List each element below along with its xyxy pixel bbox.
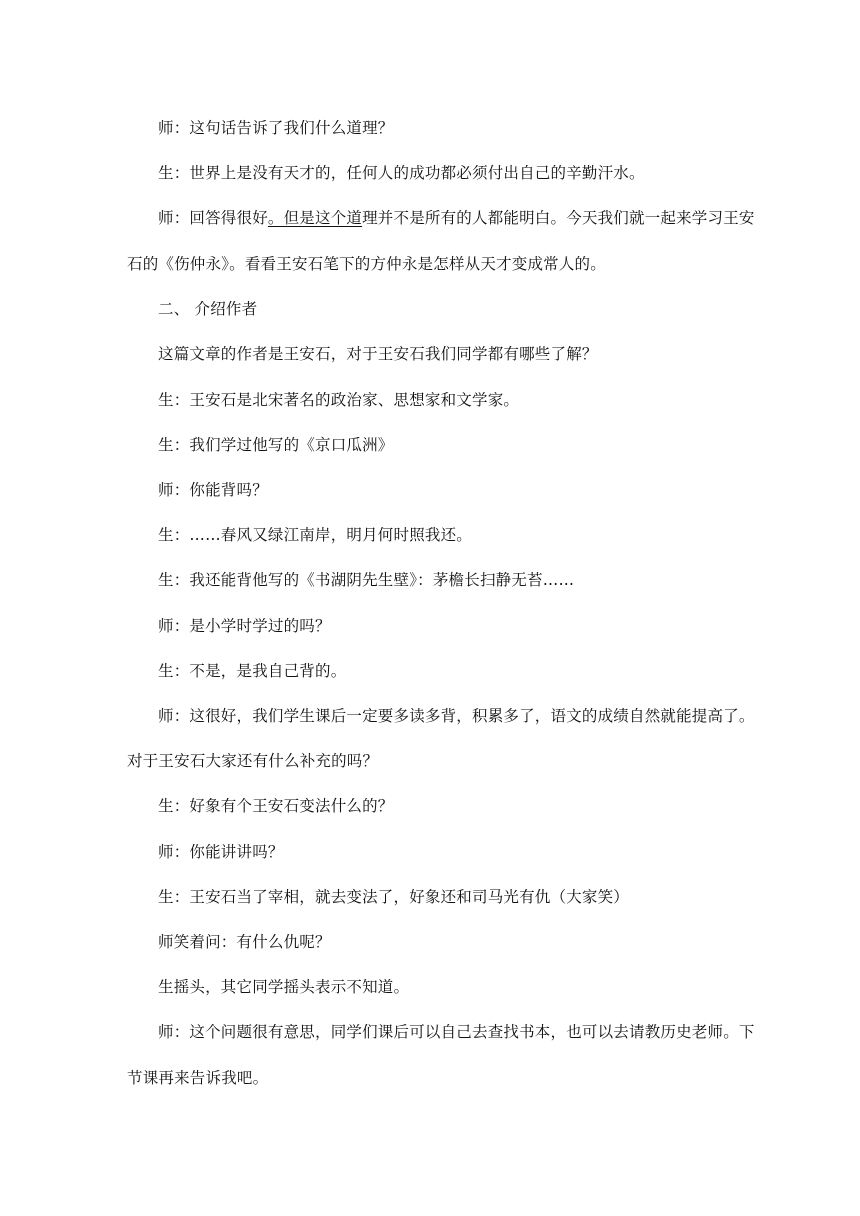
paragraph-line: 师：这句话告诉了我们什么道理？: [158, 119, 394, 137]
underlined-text: 。但是这个道: [267, 209, 363, 227]
paragraph-line: 生：我们学过他写的《京口瓜洲》: [158, 436, 394, 454]
paragraph-line: 生：不是，是我自己背的。: [158, 662, 347, 680]
section-heading: 二、 介绍作者: [158, 300, 258, 318]
paragraph-line: 师笑着问：有什么仇呢？: [158, 933, 331, 951]
paragraph-line: 这篇文章的作者是王安石，对于王安石我们同学都有哪些了解？: [158, 345, 598, 363]
paragraph-line: 生：我还能背他写的《书湖阴先生壁》：茅檐长扫静无苔……: [158, 571, 575, 589]
text-run: 师：回答得很好: [158, 209, 268, 227]
text-run: 理并不是所有的人都能明白。今天我们就一起来学习王安: [362, 209, 755, 227]
paragraph-line: 师：你能讲讲吗？: [158, 843, 284, 861]
paragraph-line: 生：……春风又绿江南岸，明月何时照我还。: [158, 526, 473, 544]
paragraph-line: 师：你能背吗？: [158, 481, 268, 499]
paragraph-line: 对于王安石大家还有什么补充的吗？: [127, 752, 379, 770]
paragraph-line: [158, 208, 755, 228]
paragraph-line: 生：王安石当了宰相，就去变法了，好象还和司马光有仇（大家笑）: [158, 888, 630, 906]
paragraph-line: 师：这个问题很有意思，同学们课后可以自己去查找书本，也可以去请教历史老师。下: [158, 1023, 755, 1041]
paragraph-line: 师：是小学时学过的吗？: [158, 617, 331, 635]
paragraph-line: 生摇头，其它同学摇头表示不知道。: [158, 978, 410, 996]
paragraph-line: 石的《伤仲永》。看看王安石笔下的方仲永是怎样从天才变成常人的。: [127, 255, 606, 273]
paragraph-line: 师：这很好，我们学生课后一定要多读多背，积累多了，语文的成绩自然就能提高了。: [158, 707, 755, 725]
paragraph-line: 生：好象有个王安石变法什么的？: [158, 797, 394, 815]
paragraph-line: 生：王安石是北宋著名的政治家、思想家和文学家。: [158, 391, 520, 409]
paragraph-line: 节课再来告诉我吧。: [127, 1069, 269, 1087]
paragraph-line: 生：世界上是没有天才的，任何人的成功都必须付出自己的辛勤汗水。: [158, 164, 645, 182]
